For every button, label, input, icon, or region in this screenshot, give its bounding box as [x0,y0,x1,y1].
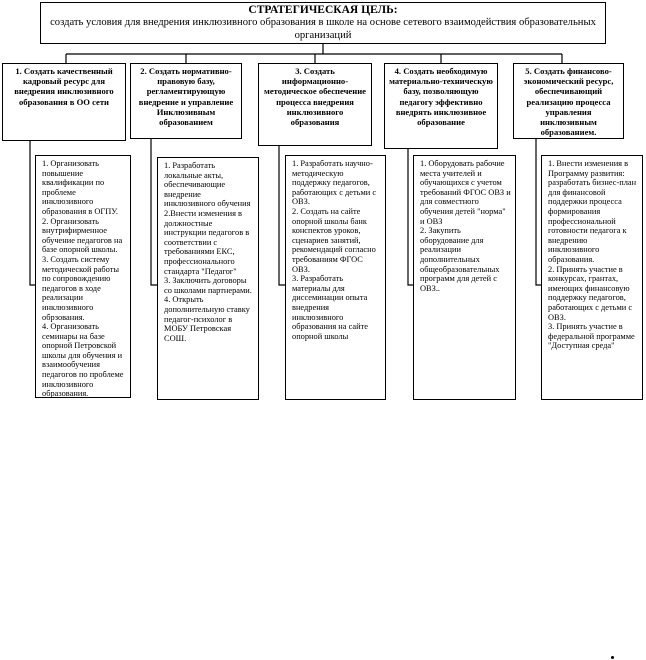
task-3-heading-text: 3. Создать информационно-методическое обеспечение процесса внедрения инклюзивного образования [264,66,366,128]
task-3-action-3: 3. Разработать материалы для диссеминации опыта внедрения инклюзивного образования на сайте опорной школы [292,274,368,341]
task-2-heading [130,63,242,139]
task-1-action-1: 1. Организовать повышение квалификации по проблеме инклюзивного образования в ОГПУ. [42,159,118,216]
task-2-action-2: 2.Внести изменения в должностные инструкции педагогов в соответствии с требованиями ЕКС, профессионального стандарта "Педагог" [164,208,250,276]
task-2-actions [157,157,259,400]
goal-title: СТРАТЕГИЧЕСКАЯ ЦЕЛЬ: [248,4,398,16]
task-4-action-2: 2. Закупить оборудование для реализации дополнительных общеобразовательных программ для детей с ОВЗ.. [420,226,500,293]
strategic-goal-box [40,2,606,44]
task-1-action-4: 4. Организовать семинары на базе опорной Петровской школы для обучения и взаимообучения педагогов по проблеме инклюзивного образования. [42,322,124,399]
task-5-action-3: 3. Принять участие в федеральной программе "Доступная среда" [548,322,635,351]
task-2-heading-text: 2. Создать нормативно-правовую базу, регламентирующую внедрение и управление Инклюзивным образованием [138,66,234,128]
task-3-action-1: 1. Разработать научно-методическую поддержку педагогов, работающих с детьми с ОВЗ. [292,159,377,207]
task-1-heading [2,63,126,141]
task-5-action-1: 1. Внести изменения в Программу развития: разработать бизнес-план для финансовой поддержки процесса формирования профессиональной готовности педагога к внедрению инклюзивного образования. [548,159,637,264]
page-mark-dot [611,656,614,659]
task-2-action-3: 3. Заключить договоры со школами партнерами. [164,276,252,295]
task-4-action-1: 1. Оборудовать рабочие места учителей и обучающихся с учетом требований ФГОС ОВЗ и для совместного обучения детей "норма" и ОВЗ [420,159,511,226]
task-5-heading-text: 5. Создать финансово-экономический ресурс, обеспечивающий реализацию процесса управления инклюзивным образованием. [523,66,614,138]
task-2-action-4: 4. Открыть дополнительную ставку педагог-психолог в МОБУ Петровская СОШ. [164,295,250,343]
task-3-actions [285,155,386,400]
task-1-heading-text: 1. Создать качественный кадровый ресурс для внедрения инклюзивного образования в ОО сети [14,66,114,107]
task-4-heading [384,63,498,149]
task-3-action-2: 2. Создать на сайте опорной школы банк конспектов уроков, сценариев занятий, рекомендаций согласно требованиям ФГОС ОВЗ. [292,206,376,274]
task-1-actions [35,155,131,398]
task-5-action-2: 2. Принять участие в конкурсах, грантах, имеющих финансовую поддержку педагогов, работающих с детьми с ОВЗ. [548,264,633,322]
task-1-action-2: 2. Организовать внутрифирменное обучение педагогов на базе опорной школы. [42,216,123,255]
task-3-heading [258,63,372,146]
task-4-heading-text: 4. Создать необходимую материально-техническую базу, позволяющую педагогу эффективно внедрять инклюзивное образование [389,66,493,128]
task-5-actions [541,155,643,400]
task-4-actions [413,155,516,400]
task-5-heading [513,63,624,139]
goal-text: создать условия для внедрения инклюзивного образования в школе на основе сетевого взаимодействия образовательных организаций [50,17,596,41]
task-1-action-3: 3. Создать систему методической работы по сопровождению педагогов в ходе реализации инклюзивного обрзования. [42,254,120,322]
task-2-action-1: 1. Разработать локальные акты, обеспечивающие внедрение инклюзивного обучения [164,161,251,209]
